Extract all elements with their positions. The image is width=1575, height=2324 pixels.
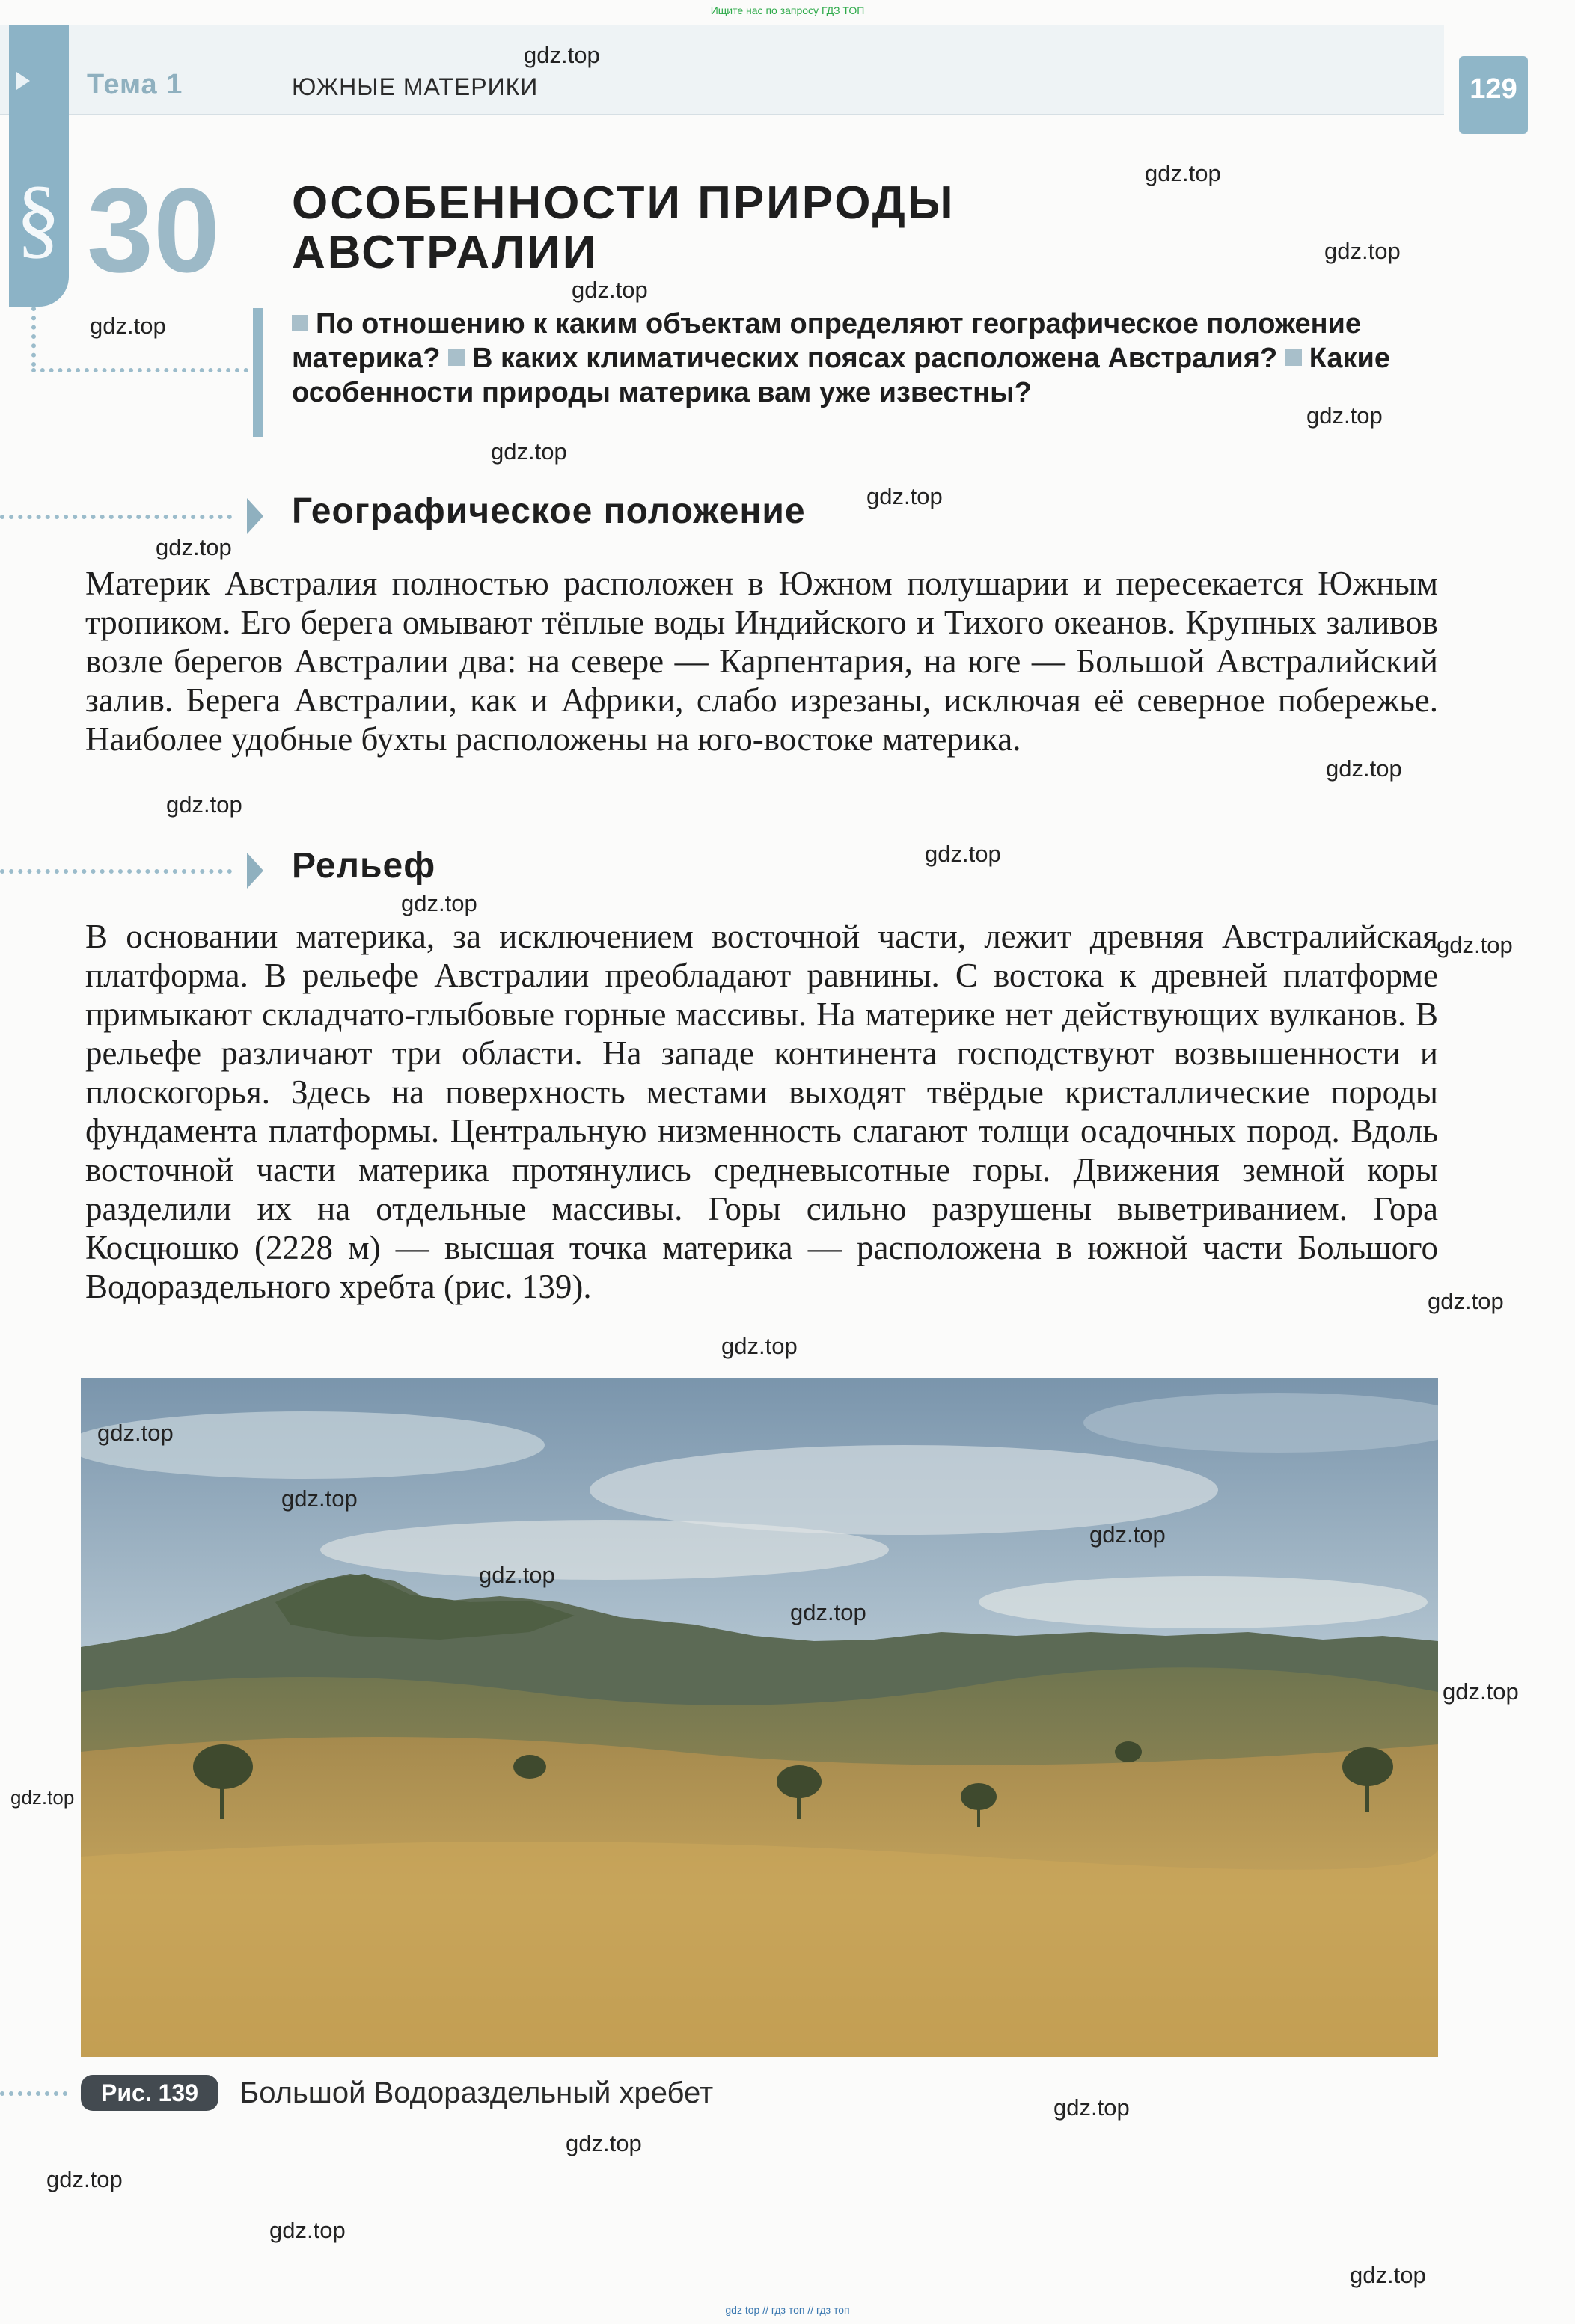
watermark: gdz.top xyxy=(524,42,600,68)
watermark: gdz.top xyxy=(1428,1288,1504,1314)
square-bullet-icon xyxy=(292,315,308,331)
intro-questions xyxy=(292,307,1444,410)
figure-caption: Большой Водораздельный хребет xyxy=(239,2076,714,2109)
watermark: gdz.top xyxy=(721,1333,798,1359)
page-title-line-1: ОСОБЕННОСТИ ПРИРОДЫ xyxy=(292,177,955,229)
watermark: gdz.top xyxy=(1443,1678,1519,1705)
dotted-divider xyxy=(0,869,232,874)
page-number: 129 xyxy=(1459,56,1528,134)
arrow-marker-icon xyxy=(247,498,263,534)
watermark: gdz.top xyxy=(866,483,943,509)
section-heading-geography: Географическое положение xyxy=(292,491,806,531)
watermark: gdz.top xyxy=(269,2217,346,2243)
watermark: gdz.top xyxy=(1326,755,1402,782)
triangle-marker-icon xyxy=(16,72,30,90)
paragraph-symbol: § xyxy=(16,168,61,267)
watermark: gdz.top xyxy=(281,1486,358,1512)
header-band xyxy=(0,25,1444,114)
header-rule xyxy=(0,114,1444,115)
watermark: gdz.top xyxy=(1089,1521,1166,1548)
watermark: gdz.top xyxy=(46,2166,123,2192)
watermark: gdz.top xyxy=(790,1599,866,1625)
watermark: gdz.top xyxy=(491,438,567,465)
watermark: gdz.top xyxy=(1053,2094,1130,2121)
watermark: gdz.top xyxy=(10,1786,75,1809)
page-title-line-2: АВСТРАЛИИ xyxy=(292,227,599,278)
square-bullet-icon xyxy=(448,349,465,366)
watermark: gdz.top xyxy=(401,890,477,916)
square-bullet-icon xyxy=(1285,349,1302,366)
section-text-geography: Материк Австралия полностью расположен в Южном полушарии и пересекается Южным тропиком. Его берега омывают тёплые воды Индийского и Тихого океанов. Крупных заливов возле берегов Австралии два: на севере — Карпентария, на юге — Большой Австралийский залив. Берега Австралии, как и Африки, слабо изрезаны, исключая её северное побережье. Наиболее удобные бухты расположены на юго-востоке материка. xyxy=(85,565,1438,758)
arrow-marker-icon xyxy=(247,853,263,889)
watermark: gdz.top xyxy=(1350,2262,1426,2288)
watermark: gdz.top xyxy=(90,313,166,339)
watermark: gdz.top xyxy=(97,1420,174,1446)
watermark: gdz.top xyxy=(1145,160,1221,186)
watermark: gdz.top xyxy=(572,277,648,303)
bottom-watermark: gdz top // гдз топ // гдз топ xyxy=(725,2304,850,2316)
dotted-divider-vertical xyxy=(31,307,36,367)
paragraph-number: 30 xyxy=(87,163,220,297)
watermark: gdz.top xyxy=(925,841,1001,867)
dotted-divider xyxy=(0,515,232,519)
watermark: gdz.top xyxy=(479,1562,555,1588)
questions-bar xyxy=(253,308,263,437)
figure-photo xyxy=(81,1378,1438,2057)
watermark: gdz.top xyxy=(1306,402,1383,429)
watermark: gdz.top xyxy=(1324,238,1401,264)
question-3: Какие особенности природы материка вам уже известны? xyxy=(292,343,1391,408)
watermark: gdz.top xyxy=(1437,932,1513,958)
watermark: gdz.top xyxy=(566,2130,642,2156)
section-heading: ЮЖНЫЕ МАТЕРИКИ xyxy=(292,73,539,100)
top-notice: Ищите нас по запросу ГДЗ ТОП xyxy=(710,4,865,16)
figure-label: Рис. 139 xyxy=(81,2075,218,2111)
question-1: По отношению к каким объектам определяют географическое положение материка? xyxy=(292,308,1362,374)
section-heading-relief: Рельеф xyxy=(292,846,436,886)
watermark: gdz.top xyxy=(156,534,232,560)
question-2: В каких климатических поясах расположена Австралия? xyxy=(472,343,1278,374)
topic-label: Тема 1 xyxy=(87,69,183,100)
dotted-divider xyxy=(31,368,248,372)
watermark: gdz.top xyxy=(166,791,242,818)
dotted-divider xyxy=(0,2091,67,2096)
section-text-relief: В основании материка, за исключением восточной части, лежит древняя Австралийская платформа. В рельефе Австралии преобладают равнины. С востока к древней платформе примыкают складчато-глыбовые горные массивы. На материке нет действующих вулканов. В рельефе различают три области. На западе континента господствуют возвышенности и плоскогорья. Здесь на поверхность местами выходят твёрдые кристаллические породы фундамента платформы. Центральную низменность слагают толщи осадочных пород. Вдоль восточной части материка протянулись средневысотные горы. Движения земной коры разделили их на отдельные массивы. Горы сильно разрушены выветриванием. Гора Косцюшко (2228 м) — высшая точка материка — расположена в южной части Большого Водораздельного хребта (рис. 139). xyxy=(85,918,1438,1305)
